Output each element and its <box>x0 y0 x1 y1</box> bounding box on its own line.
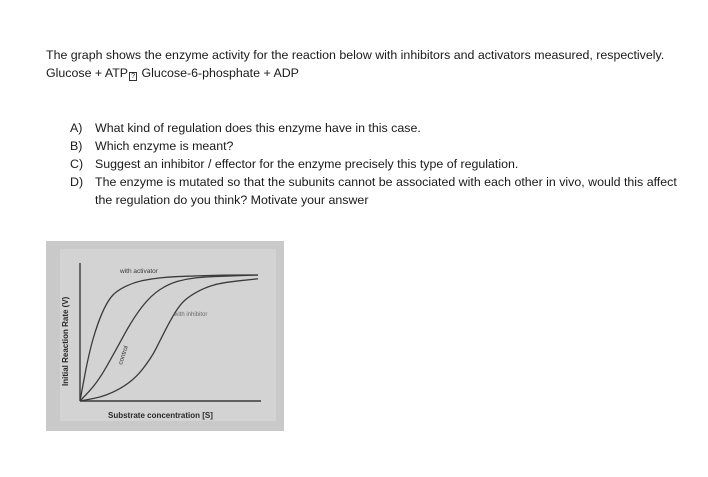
question-text: Which enzyme is meant? <box>95 139 234 153</box>
intro-text <box>46 46 686 82</box>
question-item <box>70 137 680 155</box>
question-item <box>70 155 680 173</box>
question-text: The enzyme is mutated so that the subunits cannot be associated with each other in vivo, would this affect the regulation do you think? Motivate your answer <box>95 175 677 207</box>
chart-svg <box>46 241 284 431</box>
enzyme-kinetics-graph <box>46 241 284 431</box>
question-list <box>70 119 680 209</box>
intro-line: The graph shows the enzyme activity for the reaction below with inhibitors and activators measured, respectively. <box>46 48 665 62</box>
question-item <box>70 173 680 209</box>
series-label-inhibitor: with inhibitor <box>174 312 208 318</box>
question-letter: A) <box>70 121 83 135</box>
question-letter: D) <box>70 175 84 189</box>
x-axis-label: Substrate concentration [S] <box>108 411 213 420</box>
series-label-activator: with activator <box>120 268 158 275</box>
question-letter: C) <box>70 157 84 171</box>
reaction-reactants: Glucose + ATP <box>46 66 129 80</box>
question-text: Suggest an inhibitor / effector for the enzyme precisely this type of regulation. <box>95 157 519 171</box>
question-item <box>70 119 680 137</box>
series-label-control: control <box>117 344 130 366</box>
reaction-products: Glucose-6-phosphate + ADP <box>141 66 299 80</box>
reaction-arrow-icon: ? <box>129 72 137 81</box>
reaction-equation <box>46 64 686 82</box>
question-letter: B) <box>70 139 83 153</box>
y-axis-label: Initial Reaction Rate (V) <box>61 296 70 386</box>
question-text: What kind of regulation does this enzyme have in this case. <box>95 121 421 135</box>
